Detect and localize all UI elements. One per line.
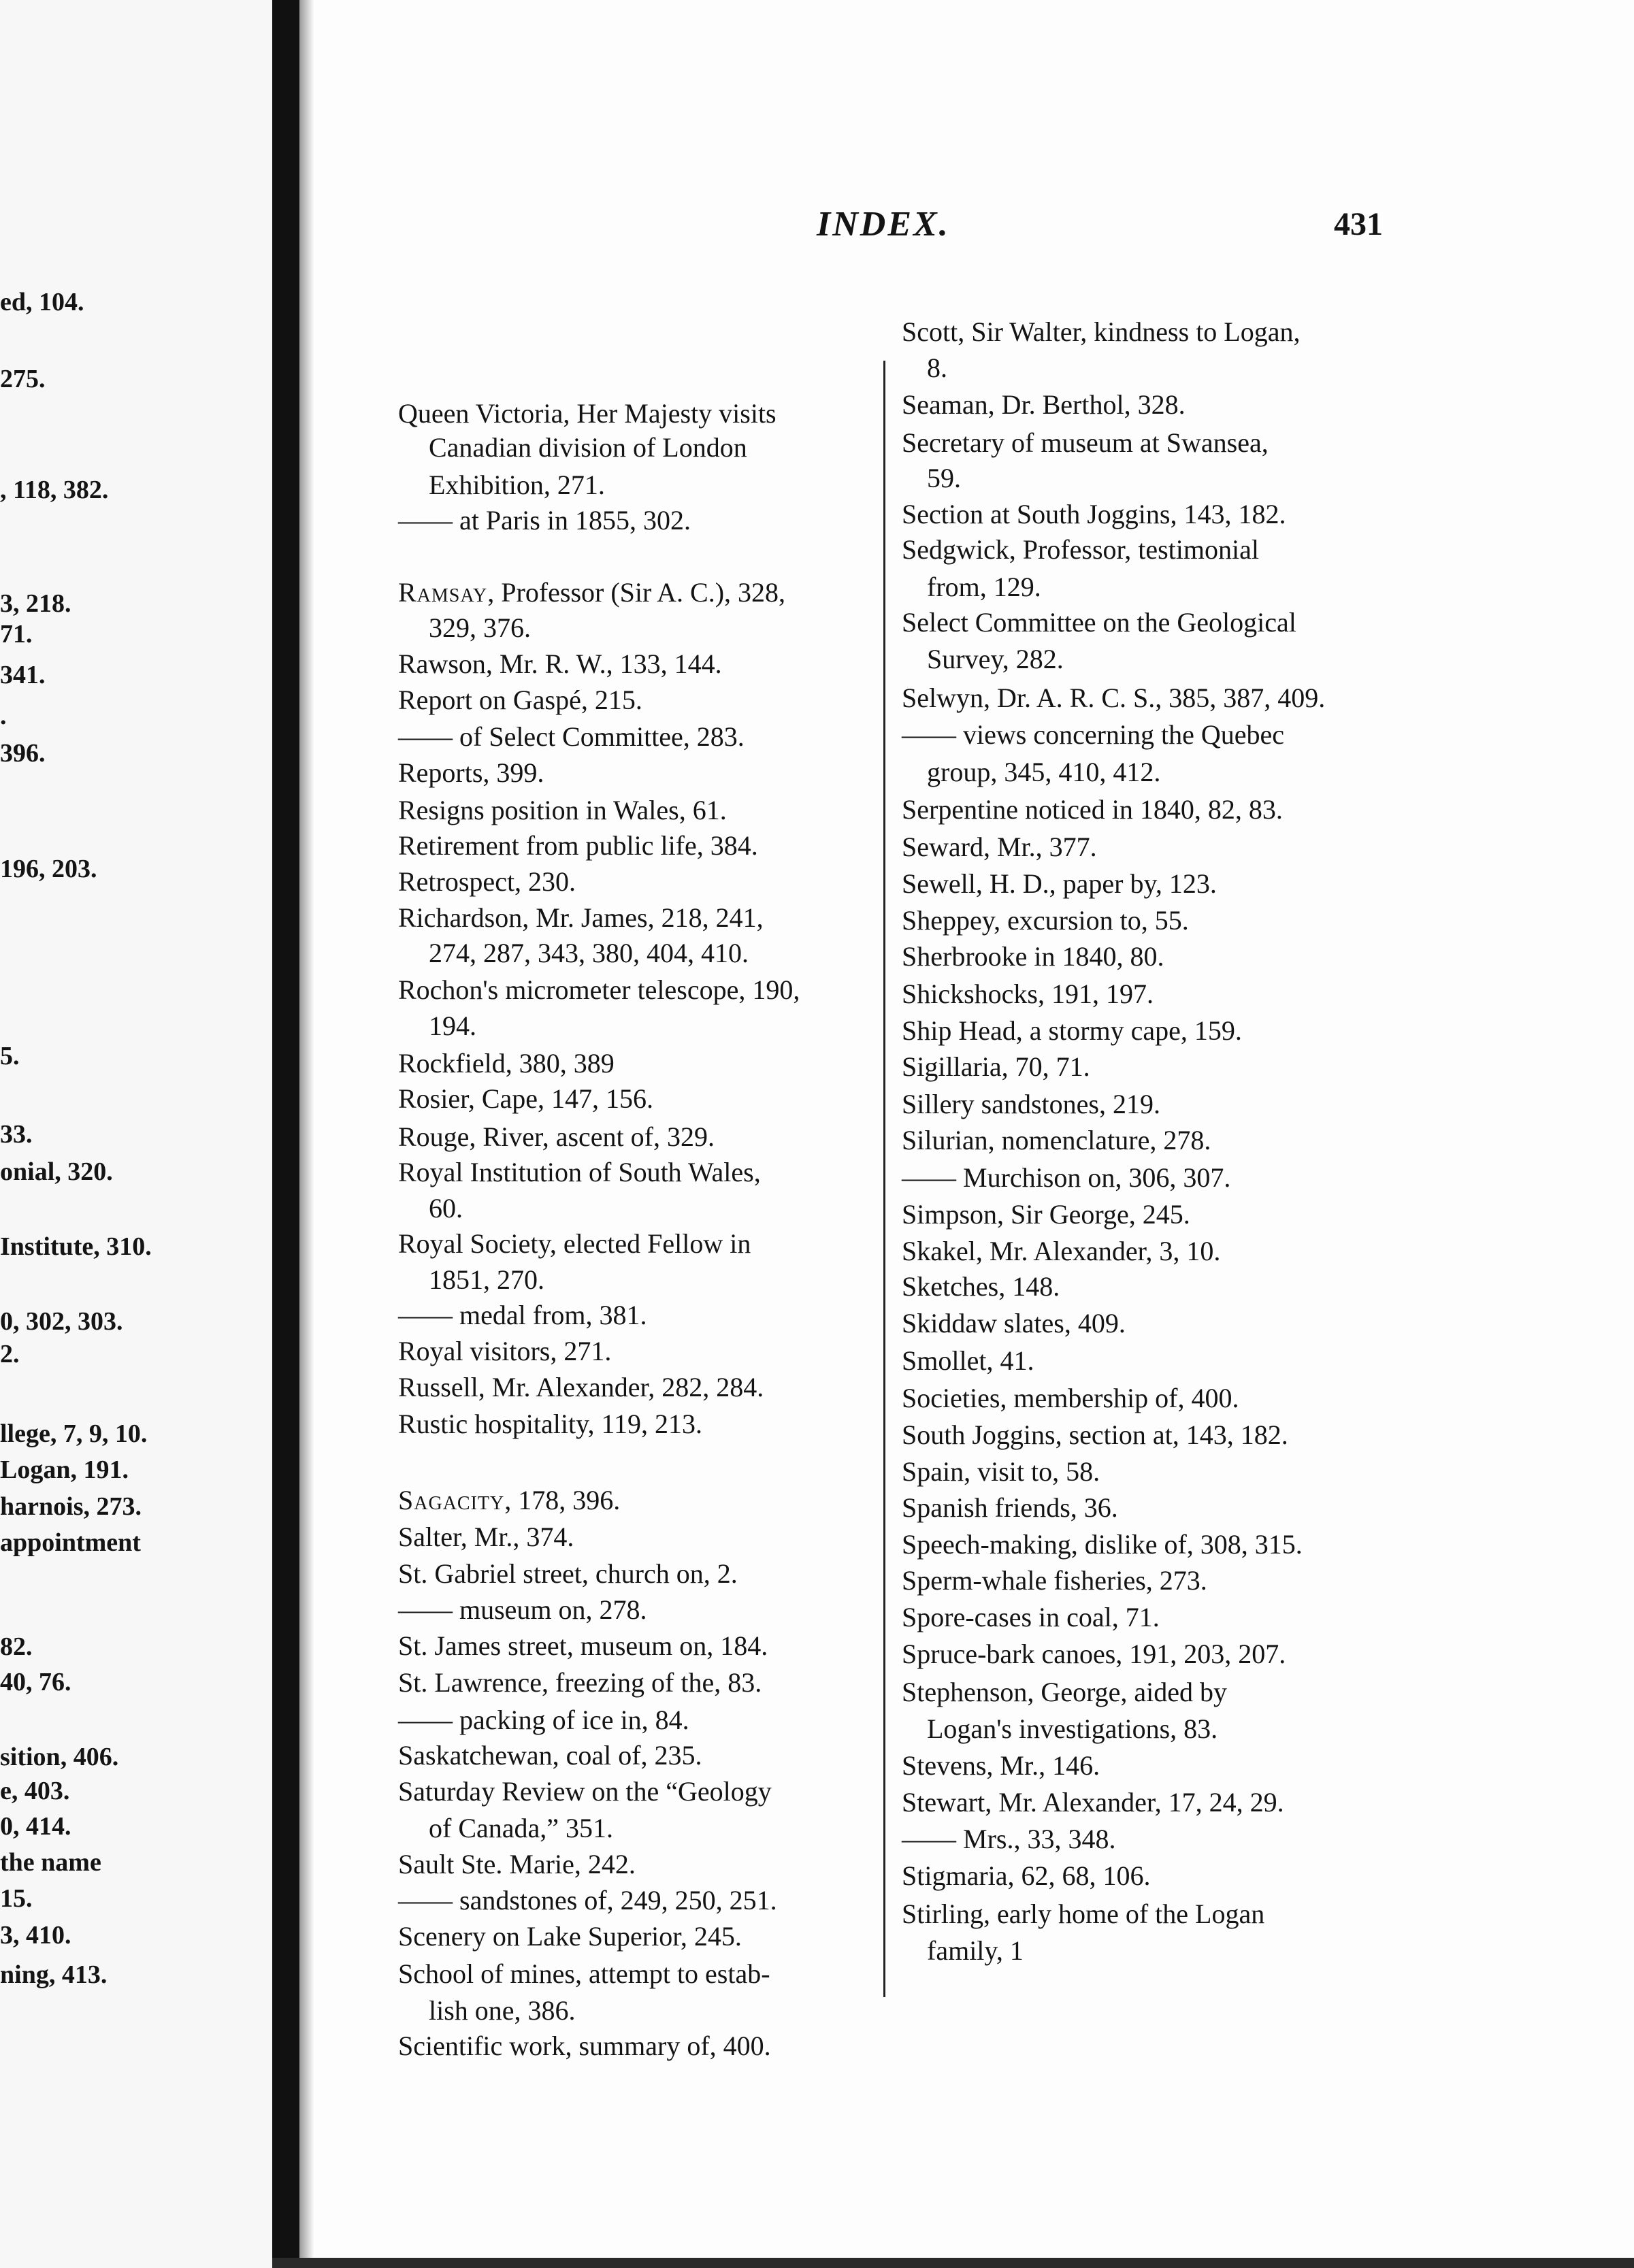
left-page-fragment: llege, 7, 9, 10.	[0, 1419, 148, 1448]
index-entry: Sewell, H. D., paper by, 123.	[902, 868, 1217, 899]
index-entry: Queen Victoria, Her Majesty visits	[398, 398, 777, 429]
index-entry: St. James street, museum on, 184.	[398, 1630, 768, 1661]
index-continuation-line: group, 345, 410, 412.	[927, 757, 1161, 787]
index-entry: Spruce-bark canoes, 191, 203, 207.	[902, 1639, 1286, 1669]
left-page-fragment: .	[0, 702, 7, 730]
left-page-fragment: Logan, 191.	[0, 1456, 129, 1484]
index-entry: Ship Head, a stormy cape, 159.	[902, 1015, 1242, 1046]
index-continuation-line: of Canada,” 351.	[429, 1813, 614, 1843]
index-entry: —— Murchison on, 306, 307.	[902, 1162, 1231, 1193]
index-entry: Stirling, early home of the Logan	[902, 1899, 1265, 1929]
index-entry: Shickshocks, 191, 197.	[902, 979, 1154, 1009]
index-continuation-line: 329, 376.	[429, 612, 531, 643]
index-entry: St. Gabriel street, church on, 2.	[398, 1558, 738, 1589]
index-entry: Sigillaria, 70, 71.	[902, 1051, 1090, 1082]
left-page-fragment: 396.	[0, 739, 46, 768]
index-continuation-line: Survey, 282.	[927, 644, 1064, 674]
index-entry: Spain, visit to, 58.	[902, 1456, 1100, 1487]
section-lead-word: Ramsay	[398, 577, 488, 608]
index-entry: Rustic hospitality, 119, 213.	[398, 1409, 703, 1439]
index-entry: Richardson, Mr. James, 218, 241,	[398, 902, 764, 933]
page-bottom-edge	[272, 2258, 1634, 2268]
left-page-fragment: e, 403.	[0, 1777, 70, 1805]
index-continuation-line: 194.	[429, 1010, 476, 1041]
index-entry: Smollet, 41.	[902, 1345, 1034, 1376]
left-page-fragment: 196, 203.	[0, 855, 97, 883]
index-entry: —— medal from, 381.	[398, 1300, 647, 1330]
index-entry: School of mines, attempt to estab-	[398, 1958, 770, 1989]
left-page-fragment: sition, 406.	[0, 1743, 119, 1771]
index-entry: Stewart, Mr. Alexander, 17, 24, 29.	[902, 1787, 1284, 1818]
index-entry: Sherbrooke in 1840, 80.	[902, 941, 1164, 972]
left-page-fragment: 341.	[0, 661, 46, 689]
index-entry: St. Lawrence, freezing of the, 83.	[398, 1667, 762, 1698]
index-entry: —— at Paris in 1855, 302.	[398, 505, 691, 536]
left-page-fragment: Institute, 310.	[0, 1232, 152, 1261]
index-continuation-line: Exhibition, 271.	[429, 470, 605, 500]
index-entry: Secretary of museum at Swansea,	[902, 427, 1269, 458]
index-entry: Russell, Mr. Alexander, 282, 284.	[398, 1372, 764, 1402]
left-page-fragment: 0, 414.	[0, 1812, 71, 1841]
index-continuation-line: 60.	[429, 1193, 463, 1223]
index-entry: Selwyn, Dr. A. R. C. S., 385, 387, 409.	[902, 683, 1326, 713]
index-entry: —— views concerning the Quebec	[902, 719, 1285, 750]
index-entry: Royal Institution of South Wales,	[398, 1157, 761, 1187]
left-page-fragment: , 118, 382.	[0, 476, 109, 504]
index-entry: Sheppey, excursion to, 55.	[902, 905, 1189, 936]
index-continuation-line: Logan's investigations, 83.	[927, 1713, 1218, 1744]
index-continuation-line: 274, 287, 343, 380, 404, 410.	[429, 938, 749, 968]
index-entry: Rochon's micrometer telescope, 190,	[398, 974, 800, 1005]
index-entry: Serpentine noticed in 1840, 82, 83.	[902, 794, 1283, 825]
index-entry: Report on Gaspé, 215.	[398, 685, 642, 715]
index-entry: Seward, Mr., 377.	[902, 832, 1097, 862]
index-entry: Stephenson, George, aided by	[902, 1677, 1228, 1707]
index-entry: Skakel, Mr. Alexander, 3, 10.	[902, 1236, 1221, 1266]
left-page-fragment: the name	[0, 1848, 101, 1877]
index-entry: South Joggins, section at, 143, 182.	[902, 1419, 1288, 1450]
left-page-fragment: 40, 76.	[0, 1668, 71, 1696]
left-page-fragment: 275.	[0, 365, 46, 393]
left-page-fragment: harnois, 273.	[0, 1492, 142, 1521]
running-title: INDEX.	[817, 205, 950, 244]
index-entry: Rosier, Cape, 147, 156.	[398, 1083, 654, 1114]
index-entry: Societies, membership of, 400.	[902, 1383, 1239, 1413]
index-continuation-line: lish one, 386.	[429, 1995, 576, 2026]
index-entry: Select Committee on the Geological	[902, 607, 1296, 638]
left-page-edge	[0, 0, 272, 2268]
index-entry: Stevens, Mr., 146.	[902, 1750, 1100, 1781]
left-page-fragment: onial, 320.	[0, 1157, 113, 1186]
index-entry: Seaman, Dr. Berthol, 328.	[902, 389, 1186, 420]
index-entry: Reports, 399.	[398, 757, 544, 788]
index-entry: Section at South Joggins, 143, 182.	[902, 499, 1286, 529]
left-page-fragment: 3, 218.	[0, 589, 71, 618]
index-entry: Skiddaw slates, 409.	[902, 1308, 1126, 1338]
index-continuation-line: family, 1	[927, 1935, 1024, 1966]
column-divider	[883, 361, 885, 1997]
left-page-fragment: appointment	[0, 1528, 141, 1557]
index-entry: Sillery sandstones, 219.	[902, 1089, 1160, 1119]
left-page-fragment: 15.	[0, 1884, 33, 1913]
index-entry: Scenery on Lake Superior, 245.	[398, 1921, 742, 1952]
left-page-fragment: 5.	[0, 1042, 20, 1070]
index-continuation-line: from, 129.	[927, 572, 1041, 602]
section-lead-word: Sagacity	[398, 1485, 505, 1515]
index-entry: Scott, Sir Walter, kindness to Logan,	[902, 316, 1301, 347]
gutter-shadow	[299, 0, 314, 2268]
left-page-fragment: ning, 413.	[0, 1960, 108, 1989]
index-entry: Sault Ste. Marie, 242.	[398, 1849, 636, 1879]
index-entry: Rouge, River, ascent of, 329.	[398, 1121, 715, 1152]
index-entry: —— museum on, 278.	[398, 1594, 647, 1625]
index-entry: Simpson, Sir George, 245.	[902, 1199, 1190, 1230]
index-entry: Saturday Review on the “Geology	[398, 1776, 772, 1807]
index-entry: Resigns position in Wales, 61.	[398, 795, 727, 825]
index-entry: Speech-making, dislike of, 308, 315.	[902, 1529, 1303, 1560]
index-entry: Retirement from public life, 384.	[398, 830, 758, 861]
left-page-fragment: 33.	[0, 1120, 33, 1149]
index-entry: Silurian, nomenclature, 278.	[902, 1125, 1211, 1155]
left-page-fragment: 71.	[0, 620, 33, 648]
index-entry: Retrospect, 230.	[398, 866, 576, 897]
index-entry: Scientific work, summary of, 400.	[398, 2031, 771, 2061]
left-page-fragment: 0, 302, 303.	[0, 1307, 123, 1336]
index-entry: Saskatchewan, coal of, 235.	[398, 1740, 702, 1771]
left-page-fragment: 82.	[0, 1632, 33, 1661]
index-entry: Spanish friends, 36.	[902, 1492, 1118, 1523]
index-entry: —— packing of ice in, 84.	[398, 1705, 689, 1735]
index-entry: Royal Society, elected Fellow in	[398, 1228, 751, 1259]
index-continuation-line: Canadian division of London	[429, 432, 747, 463]
index-entry: Sperm-whale fisheries, 273.	[902, 1565, 1207, 1596]
index-entry: —— of Select Committee, 283.	[398, 721, 745, 752]
index-entry: Salter, Mr., 374.	[398, 1522, 574, 1552]
left-page-fragment: 2.	[0, 1340, 20, 1368]
left-page-fragment: ed, 104.	[0, 288, 84, 316]
index-entry: —— Mrs., 33, 348.	[902, 1824, 1116, 1854]
index-continuation-line: 59.	[927, 463, 961, 493]
index-entry: —— sandstones of, 249, 250, 251.	[398, 1885, 777, 1916]
book-gutter	[272, 0, 299, 2268]
index-entry: Stigmaria, 62, 68, 106.	[902, 1860, 1151, 1891]
index-entry: Rawson, Mr. R. W., 133, 144.	[398, 648, 722, 679]
index-entry: Rockfield, 380, 389	[398, 1048, 615, 1079]
index-entry: Ramsay, Professor (Sir A. C.), 328,	[398, 577, 786, 608]
index-entry: Sedgwick, Professor, testimonial	[902, 534, 1259, 565]
left-page-fragment: 3, 410.	[0, 1921, 71, 1950]
index-entry: Sagacity, 178, 396.	[398, 1485, 621, 1515]
index-continuation-line: 1851, 270.	[429, 1264, 544, 1295]
index-entry: Royal visitors, 271.	[398, 1336, 612, 1366]
index-entry: Sketches, 148.	[902, 1271, 1060, 1302]
index-continuation-line: 8.	[927, 352, 947, 383]
page-number: 431	[1334, 206, 1383, 242]
index-entry: Spore-cases in coal, 71.	[902, 1602, 1160, 1632]
